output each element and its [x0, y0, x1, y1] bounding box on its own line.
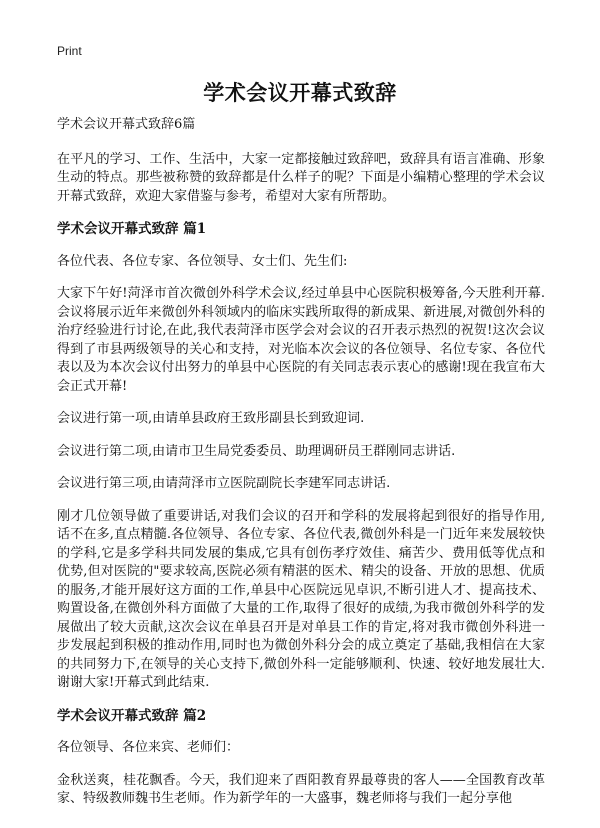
- section-2-paragraph: 金秋送爽，桂花飘香。今天，我们迎来了酉阳教育界最尊贵的客人——全国教育改革家、特级教师魏书生老师。作为新学年的一大盛事，魏老师将与我们一起分享他: [57, 772, 545, 806]
- print-link[interactable]: Print: [57, 44, 82, 58]
- section-heading-1: 学术会议开幕式致辞 篇1: [57, 221, 207, 237]
- section-1-paragraph: 会议进行第三项,由请菏泽市立医院副院长李建军同志讲话.: [57, 476, 391, 491]
- section-2-salutation: 各位领导、各位来宾、老师们：: [57, 740, 240, 755]
- section-1-paragraph: 大家下午好!菏泽市首次微创外科学术会议,经过单县中心医院积极筹备,今天胜利开幕.会议将展示近年来微创外科领域内的临床实践所取得的新成果、新进展,对微创外科的治疗经验进行讨论,在此,我代表菏泽市医学会对会议的召开表示热烈的祝贺!这次会议得到了市县两级领导的关心和支持，对光临本次会议的各位领导、名位专家、各位代表以及为本次会议付出努力的单县中心医院的有关同志表示衷心的感谢!现在我宣布大会正式开幕!: [57, 286, 545, 394]
- section-heading-2: 学术会议开幕式致辞 篇2: [57, 707, 207, 724]
- document-body: [57, 116, 545, 823]
- section-1-paragraph: 会议进行第一项,由请单县政府王致彤副县长到致迎词.: [57, 411, 365, 426]
- document-subtitle: 学术会议开幕式致辞6篇: [57, 117, 196, 132]
- intro-paragraph: 在平凡的学习、工作、生活中，大家一定都接触过致辞吧，致辞具有语言准确、形象生动的特点。那些被称赞的致辞都是什么样子的呢？下面是小编精心整理的学术会议开幕式致辞，欢迎大家借鉴与参考，希望对大家有所帮助。: [57, 151, 545, 204]
- section-1-paragraph: 会议进行第二项,由请市卫生局党委委员、助理调研员王群刚同志讲话.: [57, 443, 456, 459]
- page-title: 学术会议开幕式致辞: [203, 80, 397, 105]
- section-1-salutation: 各位代表、各位专家、各位领导、女士们、先生们:: [57, 253, 348, 269]
- section-1-paragraph: 刚才几位领导做了重要讲话,对我们会议的召开和学科的发展将起到很好的指导作用,话不在多,直点精髓.各位领导、各位专家、各位代表,微创外科是一门近年来发展较快的学科,它是多学科共同发展的集成,它具有创伤孝疗效佳、痛苦少、费用低等优点和优势,但对医院的"要求较高,医院必须有精湛的医术、精尖的设备、开放的思想、优质的服务,才能开展好这方面的工作,单县中心医院远见卓识,不断引进人才、提高技术、购置设备,在微创外科方面做了大量的工作,取得了很好的成绩,为我市微创外科学的发展做出了较大贡献,这次会议在单县召开是对单县工作的肯定,将对我市微创外科进一步发展起到积极的推动作用,同时也为微创外科分会的成立奠定了基础,我相信在大家的共同努力下,在领导的关心支持下,微创外科一定能够顺利、快速、较好地发展壮大.谢谢大家!开幕式到此结束.: [57, 508, 545, 690]
